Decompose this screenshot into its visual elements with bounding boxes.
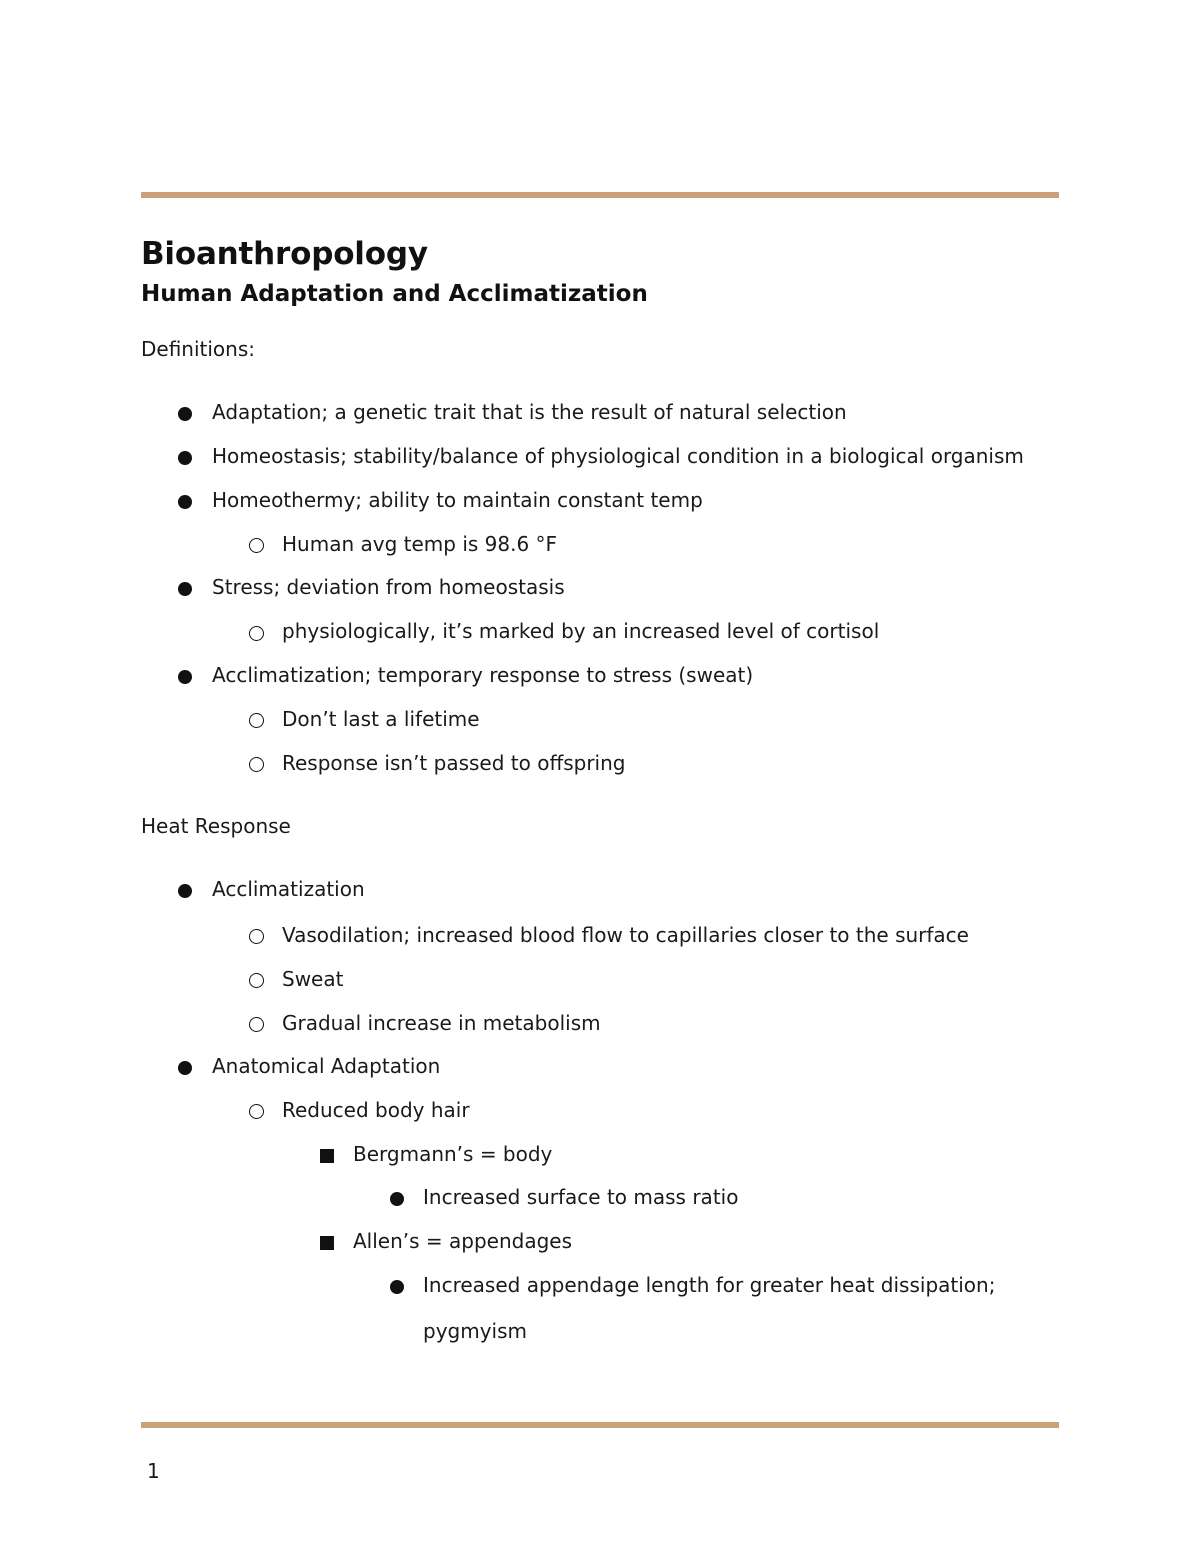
bottom-divider bbox=[141, 1422, 1059, 1428]
disc-bullet-icon bbox=[178, 451, 192, 465]
top-divider bbox=[141, 192, 1059, 198]
list-item: Gradual increase in metabolism bbox=[282, 1011, 601, 1035]
circle-bullet-icon bbox=[249, 1104, 264, 1119]
list-item: Reduced body hair bbox=[282, 1098, 470, 1122]
list-item-continuation: pygmyism bbox=[423, 1319, 528, 1343]
list-item: Acclimatization; temporary response to stress (sweat) bbox=[212, 663, 754, 687]
disc-bullet-icon bbox=[178, 1061, 192, 1075]
list-item: Increased surface to mass ratio bbox=[423, 1185, 739, 1209]
list-item: Anatomical Adaptation bbox=[212, 1054, 441, 1078]
list-item: physiologically, it’s marked by an increased level of cortisol bbox=[282, 619, 880, 643]
circle-bullet-icon bbox=[249, 973, 264, 988]
disc-bullet-icon bbox=[178, 582, 192, 596]
list-item: Homeothermy; ability to maintain constant temp bbox=[212, 488, 703, 512]
disc-bullet-icon bbox=[178, 407, 192, 421]
list-item: Human avg temp is 98.6 °F bbox=[282, 532, 558, 556]
square-bullet-icon bbox=[320, 1236, 334, 1250]
circle-bullet-icon bbox=[249, 626, 264, 641]
disc-bullet-icon bbox=[178, 670, 192, 684]
disc-bullet-icon bbox=[178, 495, 192, 509]
list-item: Allen’s = appendages bbox=[353, 1229, 573, 1253]
list-item: Don’t last a lifetime bbox=[282, 707, 480, 731]
disc-bullet-icon bbox=[178, 884, 192, 898]
list-item: Adaptation; a genetic trait that is the result of natural selection bbox=[212, 400, 847, 424]
list-item: Sweat bbox=[282, 967, 344, 991]
disc-bullet-icon bbox=[390, 1192, 404, 1206]
page-number: 1 bbox=[147, 1459, 160, 1483]
circle-bullet-icon bbox=[249, 538, 264, 553]
list-item: Vasodilation; increased blood flow to capillaries closer to the surface bbox=[282, 923, 969, 947]
list-item: Acclimatization bbox=[212, 877, 365, 901]
list-item: Stress; deviation from homeostasis bbox=[212, 575, 565, 599]
list-item: Homeostasis; stability/balance of physiological condition in a biological organism bbox=[212, 444, 1024, 468]
list-item: Bergmann’s = body bbox=[353, 1142, 553, 1166]
circle-bullet-icon bbox=[249, 929, 264, 944]
document-subtitle: Human Adaptation and Acclimatization bbox=[141, 281, 648, 307]
list-item: Increased appendage length for greater heat dissipation; bbox=[423, 1273, 996, 1297]
heat-response-heading: Heat Response bbox=[141, 814, 291, 838]
disc-bullet-icon bbox=[390, 1280, 404, 1294]
circle-bullet-icon bbox=[249, 713, 264, 728]
circle-bullet-icon bbox=[249, 757, 264, 772]
circle-bullet-icon bbox=[249, 1017, 264, 1032]
list-item: Response isn’t passed to offspring bbox=[282, 751, 626, 775]
square-bullet-icon bbox=[320, 1149, 334, 1163]
document-title: Bioanthropology bbox=[141, 236, 428, 272]
definitions-heading: Definitions: bbox=[141, 337, 256, 361]
